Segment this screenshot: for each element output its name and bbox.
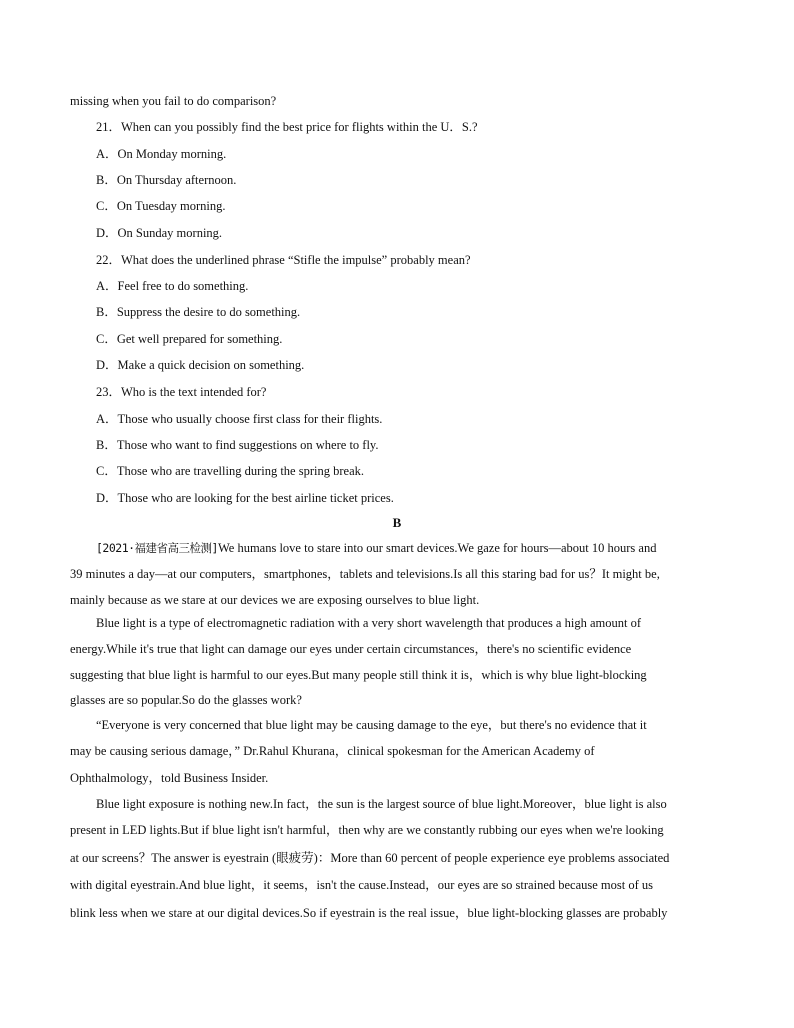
question-23-option-c: C．Those who are travelling during the spring break.	[96, 464, 364, 478]
passage-b-p4-line-3: at our screens？The answer is eyestrain (眼疲劳)：More than 60 percent of people experience eye problems associated	[70, 851, 670, 865]
question-22-option-c: C．Get well prepared for something.	[96, 332, 283, 346]
passage-b-p3-line-1: “Everyone is very concerned that blue light may be causing damage to the eye，but there's no evidence that it	[96, 718, 647, 732]
question-21-option-b: B．On Thursday afternoon.	[96, 173, 237, 187]
passage-b-p4-line-5: blink less when we stare at our digital devices.So if eyestrain is the real issue，blue light-blocking glasses are probably	[70, 906, 668, 920]
passage-b-p3-line-3: Ophthalmology，told Business Insider.	[70, 771, 269, 785]
passage-b-p4-line-2: present in LED lights.But if blue light isn't harmful，then why are we constantly rubbing our eyes when we're looking	[70, 823, 664, 837]
passage-b-p2-line-2: energy.While it's true that light can damage our eyes under certain circumstances，there's no scientific evidence	[70, 642, 632, 656]
question-22-option-d: D．Make a quick decision on something.	[96, 358, 305, 372]
section-b-heading: B	[392, 515, 402, 530]
passage-b-p2-line-4: glasses are so popular.So do the glasses work?	[70, 693, 302, 707]
question-23-stem: 23．Who is the text intended for?	[96, 385, 267, 399]
question-21-stem: 21．When can you possibly find the best price for flights within the U．S.?	[96, 120, 478, 134]
question-22-option-b: B．Suppress the desire to do something.	[96, 305, 301, 319]
passage-b-p1-line-1	[96, 540, 656, 556]
passage-b-p1-line-2: 39 minutes a day—at our computers，smartphones，tablets and televisions.Is all this staring bad for us？It might be,	[70, 567, 660, 581]
question-23-option-b: B．Those who want to find suggestions on where to fly.	[96, 438, 379, 452]
passage-b-p2-line-3: suggesting that blue light is harmful to our eyes.But many people still think it is，which is why blue light-blocking	[70, 668, 647, 682]
source-tag: [2021·福建省高三检测]	[96, 541, 218, 555]
question-21-option-c: C．On Tuesday morning.	[96, 199, 226, 213]
question-23-option-a: A．Those who usually choose first class for their flights.	[96, 412, 383, 426]
question-22-stem: 22．What does the underlined phrase “Stifle the impulse” probably mean?	[96, 253, 471, 267]
passage-b-p4-line-4: with digital eyestrain.And blue light，it seems，isn't the cause.Instead，our eyes are so strained because most of us	[70, 878, 654, 892]
question-21-option-a: A．On Monday morning.	[96, 147, 227, 161]
intro-tail-line: missing when you fail to do comparison?	[70, 94, 277, 108]
passage-b-p4-line-1: Blue light exposure is nothing new.In fact，the sun is the largest source of blue light.Moreover，blue light is also	[96, 797, 667, 811]
passage-b-p1-line-3: mainly because as we stare at our devices we are exposing ourselves to blue light.	[70, 593, 480, 607]
question-22-option-a: A．Feel free to do something.	[96, 279, 249, 293]
question-21-option-d: D．On Sunday morning.	[96, 226, 223, 240]
passage-b-p2-line-1: Blue light is a type of electromagnetic radiation with a very short wavelength that produces a high amount of	[96, 616, 641, 630]
passage-b-p1-line-1-text: We humans love to stare into our smart devices.We gaze for hours—about 10 hours and	[217, 541, 657, 555]
question-23-option-d: D．Those who are looking for the best airline ticket prices.	[96, 491, 394, 505]
passage-b-p3-line-2: may be causing serious damage，” Dr.Rahul Khurana，clinical spokesman for the American Academy of	[70, 744, 595, 758]
